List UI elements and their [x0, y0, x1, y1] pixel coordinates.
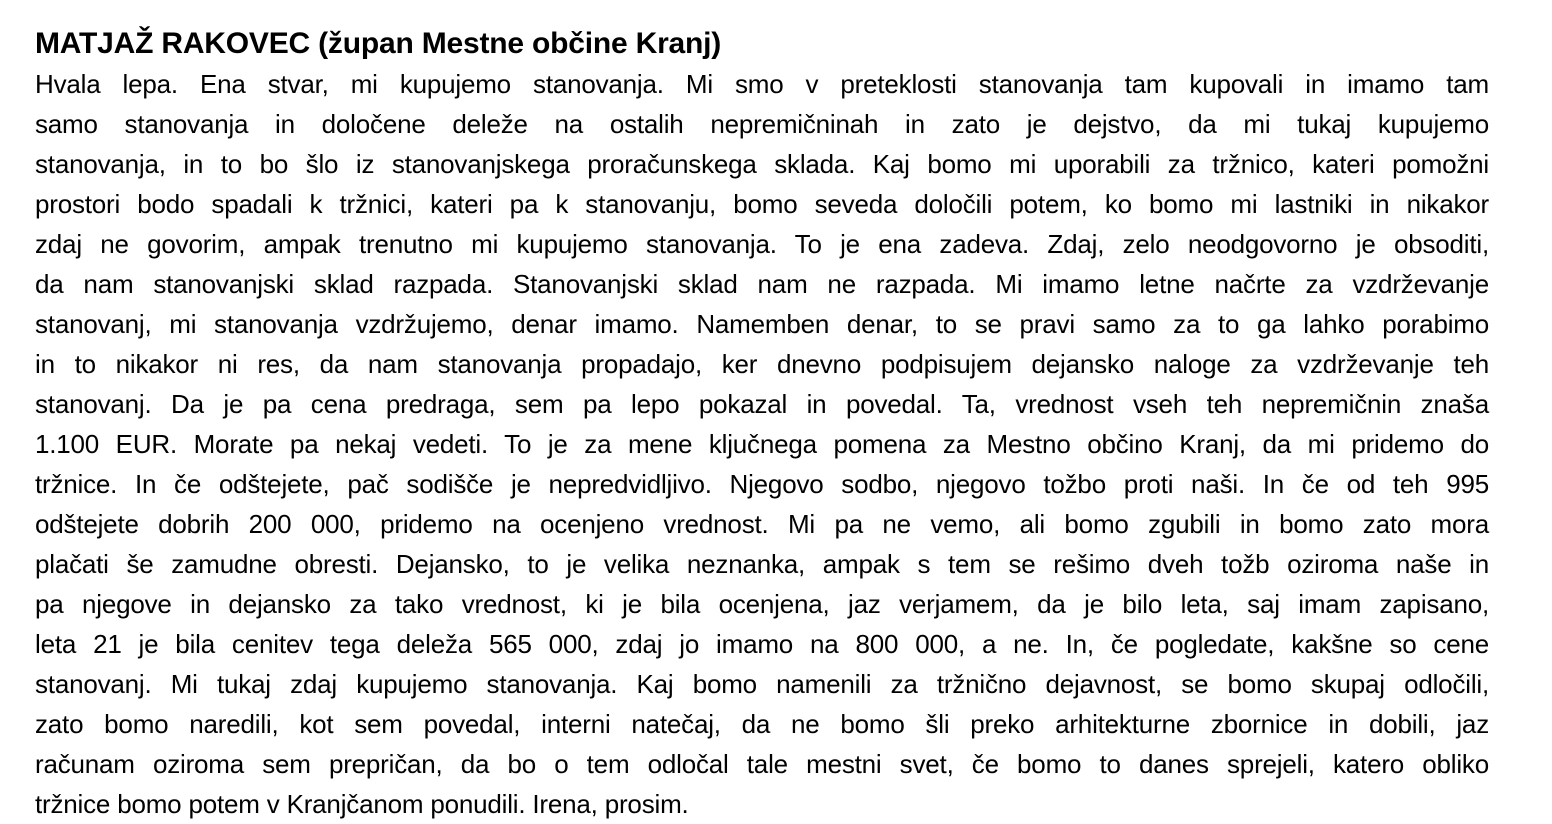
paragraph-line: zato bomo naredili, kot sem povedal, interni natečaj, da ne bomo šli preko arhitekturne zbornice in dobili, jaz — [35, 709, 1489, 739]
paragraph-line: računam oziroma sem prepričan, da bo o tem odločal tale mestni svet, če bomo to danes sprejeli, katero obliko — [35, 749, 1489, 779]
paragraph-line: plačati še zamudne obresti. Dejansko, to je velika neznanka, ampak s tem se rešimo dveh tožb oziroma naše in — [35, 549, 1489, 579]
paragraph-line: zdaj ne govorim, ampak trenutno mi kupujemo stanovanja. To je ena zadeva. Zdaj, zelo neodgovorno je obsoditi, — [35, 229, 1489, 259]
paragraph-line: stanovanj. Mi tukaj zdaj kupujemo stanovanja. Kaj bomo namenili za tržnično dejavnost, se bomo skupaj odločili, — [35, 669, 1489, 699]
paragraph-line: leta 21 je bila cenitev tega deleža 565 000, zdaj jo imamo na 800 000, a ne. In, če pogledate, kakšne so cene — [35, 629, 1489, 659]
paragraph-line-last: tržnice bomo potem v Kranjčanom ponudili. Irena, prosim. — [35, 789, 689, 819]
paragraph-line: samo stanovanja in določene deleže na ostalih nepremičninah in zato je dejstvo, da mi tukaj kupujemo — [35, 109, 1489, 139]
paragraph-line: da nam stanovanjski sklad razpada. Stanovanjski sklad nam ne razpada. Mi imamo letne načrte za vzdrževanje — [35, 269, 1489, 299]
paragraph-line: pa njegove in dejansko za tako vrednost, ki je bila ocenjena, jaz verjamem, da je bilo leta, saj imam zapisano, — [35, 589, 1489, 619]
paragraph-line: stanovanj, mi stanovanja vzdržujemo, denar imamo. Namemben denar, to se pravi samo za to ga lahko porabimo — [35, 309, 1489, 339]
paragraph-line: stanovanj. Da je pa cena predraga, sem pa lepo pokazal in povedal. Ta, vrednost vseh teh nepremičnin znaša — [35, 389, 1489, 419]
paragraph-line: odštejete dobrih 200 000, pridemo na ocenjeno vrednost. Mi pa ne vemo, ali bomo zgubili in bomo zato mora — [35, 509, 1489, 539]
paragraph-line: in to nikakor ni res, da nam stanovanja propadajo, ker dnevno podpisujem dejansko naloge za vzdrževanje teh — [35, 349, 1489, 379]
paragraph-line: stanovanja, in to bo šlo iz stanovanjskega proračunskega sklada. Kaj bomo mi uporabili za tržnico, kateri pomožni — [35, 149, 1489, 179]
speech-paragraph — [35, 64, 1489, 824]
paragraph-line: prostori bodo spadali k tržnici, kateri pa k stanovanju, bomo seveda določili potem, ko bomo mi lastniki in nikakor — [35, 189, 1489, 219]
speaker-heading: MATJAŽ RAKOVEC (župan Mestne občine Kranj) — [35, 27, 722, 60]
paragraph-line: tržnice. In če odštejete, pač sodišče je nepredvidljivo. Njegovo sodbo, njegovo tožbo proti naši. In če od teh 995 — [35, 469, 1489, 499]
paragraph-line: 1.100 EUR. Morate pa nekaj vedeti. To je za mene ključnega pomena za Mestno občino Kranj, da mi pridemo do — [35, 429, 1489, 459]
paragraph-line: Hvala lepa. Ena stvar, mi kupujemo stanovanja. Mi smo v preteklosti stanovanja tam kupovali in imamo tam — [35, 69, 1489, 99]
